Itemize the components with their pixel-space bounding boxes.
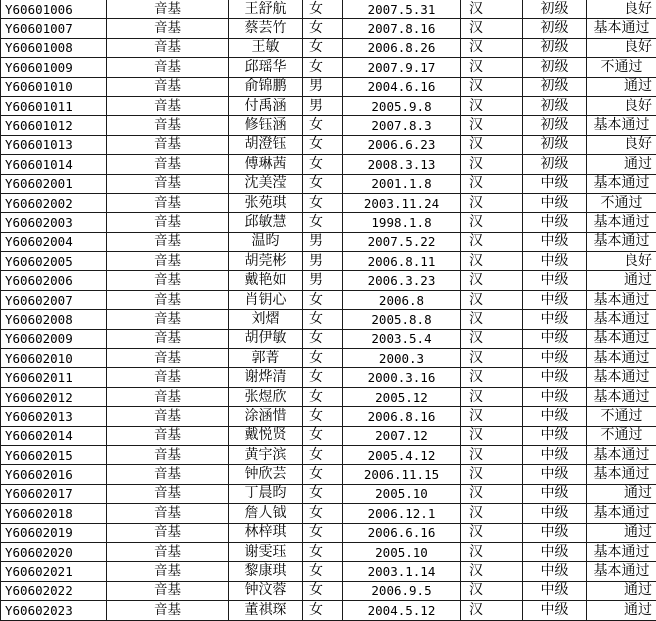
- cell-birth-date: 2007.8.3: [343, 116, 461, 135]
- cell-gender: 女: [303, 601, 343, 620]
- cell-level: 中级: [523, 368, 587, 387]
- table-row: [1, 116, 656, 135]
- cell-level: 中级: [523, 252, 587, 271]
- cell-subject: 音基: [107, 252, 229, 271]
- cell-level: 初级: [523, 77, 587, 96]
- cell-gender: 女: [303, 116, 343, 135]
- cell-gender: 女: [303, 465, 343, 484]
- cell-student-name: 郭菁: [229, 349, 303, 368]
- cell-birth-date: 2006.12.1: [343, 504, 461, 523]
- cell-student-id: Y60602018: [1, 504, 107, 523]
- cell-level: 初级: [523, 135, 587, 154]
- cell-level: 中级: [523, 581, 587, 600]
- cell-result: 良好: [587, 0, 656, 19]
- cell-student-id: Y60602001: [1, 174, 107, 193]
- cell-student-name: 修钰涵: [229, 116, 303, 135]
- cell-student-id: Y60602009: [1, 329, 107, 348]
- table-row: [1, 213, 656, 232]
- cell-gender: 女: [303, 562, 343, 581]
- cell-ethnicity: 汉: [461, 562, 523, 581]
- cell-result: 不通过: [587, 407, 656, 426]
- cell-subject: 音基: [107, 562, 229, 581]
- cell-subject: 音基: [107, 523, 229, 542]
- cell-result: 不通过: [587, 426, 656, 445]
- cell-birth-date: 2007.12: [343, 426, 461, 445]
- cell-level: 中级: [523, 329, 587, 348]
- cell-ethnicity: 汉: [461, 387, 523, 406]
- cell-subject: 音基: [107, 368, 229, 387]
- cell-student-name: 胡莞彬: [229, 252, 303, 271]
- cell-gender: 女: [303, 19, 343, 38]
- cell-subject: 音基: [107, 58, 229, 77]
- cell-level: 中级: [523, 504, 587, 523]
- cell-subject: 音基: [107, 38, 229, 57]
- cell-ethnicity: 汉: [461, 58, 523, 77]
- table-row: [1, 252, 656, 271]
- cell-ethnicity: 汉: [461, 19, 523, 38]
- cell-subject: 音基: [107, 581, 229, 600]
- cell-gender: 男: [303, 271, 343, 290]
- cell-birth-date: 2005.8.8: [343, 310, 461, 329]
- cell-student-id: Y60601010: [1, 77, 107, 96]
- cell-gender: 女: [303, 504, 343, 523]
- table-row: [1, 38, 656, 57]
- cell-birth-date: 2000.3: [343, 349, 461, 368]
- cell-subject: 音基: [107, 232, 229, 251]
- cell-subject: 音基: [107, 504, 229, 523]
- cell-student-id: Y60601009: [1, 58, 107, 77]
- cell-student-name: 谢烨清: [229, 368, 303, 387]
- cell-result: 不通过: [587, 58, 656, 77]
- cell-student-id: Y60602011: [1, 368, 107, 387]
- cell-birth-date: 2003.5.4: [343, 329, 461, 348]
- cell-student-name: 丁晨昀: [229, 484, 303, 503]
- cell-ethnicity: 汉: [461, 465, 523, 484]
- table-row: [1, 96, 656, 115]
- cell-result: 基本通过: [587, 174, 656, 193]
- cell-birth-date: 2005.10: [343, 542, 461, 561]
- cell-gender: 女: [303, 445, 343, 464]
- cell-result: 基本通过: [587, 232, 656, 251]
- cell-student-id: Y60602005: [1, 252, 107, 271]
- cell-birth-date: 2006.8: [343, 290, 461, 309]
- cell-student-id: Y60602013: [1, 407, 107, 426]
- cell-level: 中级: [523, 174, 587, 193]
- cell-subject: 音基: [107, 465, 229, 484]
- cell-level: 中级: [523, 271, 587, 290]
- cell-level: 中级: [523, 387, 587, 406]
- table-row: [1, 426, 656, 445]
- cell-ethnicity: 汉: [461, 329, 523, 348]
- cell-ethnicity: 汉: [461, 155, 523, 174]
- cell-birth-date: 2008.3.13: [343, 155, 461, 174]
- cell-subject: 音基: [107, 19, 229, 38]
- cell-student-id: Y60602007: [1, 290, 107, 309]
- cell-gender: 女: [303, 387, 343, 406]
- cell-gender: 女: [303, 484, 343, 503]
- cell-birth-date: 2006.11.15: [343, 465, 461, 484]
- cell-gender: 女: [303, 310, 343, 329]
- cell-subject: 音基: [107, 310, 229, 329]
- cell-student-id: Y60602017: [1, 484, 107, 503]
- cell-result: 良好: [587, 96, 656, 115]
- cell-ethnicity: 汉: [461, 232, 523, 251]
- cell-student-name: 戴艳如: [229, 271, 303, 290]
- cell-student-name: 王敏: [229, 38, 303, 57]
- cell-birth-date: 2007.5.22: [343, 232, 461, 251]
- cell-level: 初级: [523, 58, 587, 77]
- cell-level: 初级: [523, 116, 587, 135]
- table-row: [1, 58, 656, 77]
- cell-student-name: 邱敏慧: [229, 213, 303, 232]
- cell-ethnicity: 汉: [461, 174, 523, 193]
- cell-student-id: Y60602014: [1, 426, 107, 445]
- cell-subject: 音基: [107, 96, 229, 115]
- cell-student-name: 温昀: [229, 232, 303, 251]
- cell-subject: 音基: [107, 0, 229, 19]
- cell-ethnicity: 汉: [461, 426, 523, 445]
- cell-student-name: 付禹涵: [229, 96, 303, 115]
- cell-student-id: Y60602023: [1, 601, 107, 620]
- table-row: [1, 542, 656, 561]
- cell-result: 基本通过: [587, 213, 656, 232]
- cell-student-name: 肖钥心: [229, 290, 303, 309]
- cell-level: 中级: [523, 213, 587, 232]
- cell-level: 中级: [523, 542, 587, 561]
- cell-student-name: 林梓琪: [229, 523, 303, 542]
- table-row: [1, 329, 656, 348]
- table-row: [1, 174, 656, 193]
- cell-level: 初级: [523, 19, 587, 38]
- cell-gender: 男: [303, 77, 343, 96]
- cell-result: 通过: [587, 484, 656, 503]
- cell-result: 基本通过: [587, 290, 656, 309]
- table-row: [1, 193, 656, 212]
- cell-result: 基本通过: [587, 19, 656, 38]
- cell-level: 中级: [523, 349, 587, 368]
- table-row: [1, 19, 656, 38]
- cell-student-name: 张煜欣: [229, 387, 303, 406]
- cell-level: 中级: [523, 465, 587, 484]
- cell-student-name: 俞锦鹏: [229, 77, 303, 96]
- cell-student-id: Y60601012: [1, 116, 107, 135]
- cell-gender: 女: [303, 155, 343, 174]
- cell-student-name: 邱瑶华: [229, 58, 303, 77]
- cell-result: 基本通过: [587, 542, 656, 561]
- cell-gender: 男: [303, 96, 343, 115]
- cell-subject: 音基: [107, 329, 229, 348]
- cell-student-name: 钟汶蓉: [229, 581, 303, 600]
- cell-ethnicity: 汉: [461, 193, 523, 212]
- cell-subject: 音基: [107, 193, 229, 212]
- cell-result: 良好: [587, 135, 656, 154]
- cell-result: 基本通过: [587, 562, 656, 581]
- cell-student-id: Y60602020: [1, 542, 107, 561]
- table-row: [1, 349, 656, 368]
- cell-gender: 男: [303, 252, 343, 271]
- cell-gender: 女: [303, 58, 343, 77]
- cell-student-name: 刘熠: [229, 310, 303, 329]
- cell-gender: 女: [303, 329, 343, 348]
- cell-student-id: Y60602012: [1, 387, 107, 406]
- cell-ethnicity: 汉: [461, 601, 523, 620]
- cell-birth-date: 2006.6.16: [343, 523, 461, 542]
- cell-student-id: Y60601014: [1, 155, 107, 174]
- cell-birth-date: 2006.9.5: [343, 581, 461, 600]
- cell-level: 初级: [523, 96, 587, 115]
- cell-student-name: 戴悦贤: [229, 426, 303, 445]
- cell-level: 中级: [523, 290, 587, 309]
- cell-gender: 女: [303, 135, 343, 154]
- cell-ethnicity: 汉: [461, 484, 523, 503]
- cell-student-id: Y60602019: [1, 523, 107, 542]
- table-row: [1, 77, 656, 96]
- table-row: [1, 155, 656, 174]
- cell-result: 基本通过: [587, 465, 656, 484]
- cell-gender: 女: [303, 290, 343, 309]
- cell-gender: 女: [303, 368, 343, 387]
- cell-level: 中级: [523, 193, 587, 212]
- cell-student-id: Y60602021: [1, 562, 107, 581]
- cell-level: 中级: [523, 562, 587, 581]
- cell-birth-date: 2007.8.16: [343, 19, 461, 38]
- cell-subject: 音基: [107, 445, 229, 464]
- cell-birth-date: 2003.11.24: [343, 193, 461, 212]
- table-row: [1, 465, 656, 484]
- cell-student-name: 沈美滢: [229, 174, 303, 193]
- cell-student-name: 傅琳茜: [229, 155, 303, 174]
- cell-birth-date: 2000.3.16: [343, 368, 461, 387]
- cell-level: 中级: [523, 484, 587, 503]
- cell-birth-date: 2001.1.8: [343, 174, 461, 193]
- table-body: [1, 0, 656, 620]
- table-row: [1, 387, 656, 406]
- cell-subject: 音基: [107, 213, 229, 232]
- cell-student-id: Y60601011: [1, 96, 107, 115]
- cell-subject: 音基: [107, 484, 229, 503]
- cell-gender: 女: [303, 193, 343, 212]
- cell-subject: 音基: [107, 407, 229, 426]
- cell-birth-date: 2006.3.23: [343, 271, 461, 290]
- table-row: [1, 504, 656, 523]
- cell-ethnicity: 汉: [461, 349, 523, 368]
- cell-subject: 音基: [107, 77, 229, 96]
- cell-level: 中级: [523, 426, 587, 445]
- table-row: [1, 581, 656, 600]
- cell-ethnicity: 汉: [461, 271, 523, 290]
- cell-subject: 音基: [107, 542, 229, 561]
- cell-birth-date: 2006.6.23: [343, 135, 461, 154]
- cell-student-name: 谢雯珏: [229, 542, 303, 561]
- cell-ethnicity: 汉: [461, 96, 523, 115]
- cell-level: 中级: [523, 407, 587, 426]
- cell-subject: 音基: [107, 290, 229, 309]
- cell-level: 初级: [523, 155, 587, 174]
- cell-subject: 音基: [107, 387, 229, 406]
- cell-result: 良好: [587, 38, 656, 57]
- cell-result: 基本通过: [587, 387, 656, 406]
- cell-result: 通过: [587, 77, 656, 96]
- table-row: [1, 523, 656, 542]
- cell-birth-date: 2005.4.12: [343, 445, 461, 464]
- cell-student-name: 黎康琪: [229, 562, 303, 581]
- cell-student-name: 胡伊敏: [229, 329, 303, 348]
- cell-ethnicity: 汉: [461, 135, 523, 154]
- cell-student-name: 胡澄钰: [229, 135, 303, 154]
- cell-student-id: Y60601006: [1, 0, 107, 19]
- cell-student-id: Y60602010: [1, 349, 107, 368]
- cell-subject: 音基: [107, 174, 229, 193]
- cell-birth-date: 2005.12: [343, 387, 461, 406]
- cell-student-id: Y60602004: [1, 232, 107, 251]
- cell-result: 通过: [587, 581, 656, 600]
- cell-birth-date: 2004.6.16: [343, 77, 461, 96]
- cell-level: 中级: [523, 232, 587, 251]
- cell-birth-date: 2006.8.11: [343, 252, 461, 271]
- cell-ethnicity: 汉: [461, 581, 523, 600]
- cell-student-name: 董祺琛: [229, 601, 303, 620]
- cell-subject: 音基: [107, 349, 229, 368]
- cell-student-id: Y60602006: [1, 271, 107, 290]
- table-row: [1, 601, 656, 620]
- cell-result: 基本通过: [587, 349, 656, 368]
- cell-ethnicity: 汉: [461, 77, 523, 96]
- cell-student-id: Y60602022: [1, 581, 107, 600]
- cell-gender: 女: [303, 349, 343, 368]
- cell-ethnicity: 汉: [461, 290, 523, 309]
- cell-level: 中级: [523, 445, 587, 464]
- table-row: [1, 368, 656, 387]
- cell-ethnicity: 汉: [461, 445, 523, 464]
- cell-student-id: Y60602016: [1, 465, 107, 484]
- cell-subject: 音基: [107, 116, 229, 135]
- cell-level: 初级: [523, 0, 587, 19]
- cell-student-name: 王舒航: [229, 0, 303, 19]
- cell-result: 基本通过: [587, 445, 656, 464]
- cell-birth-date: 2003.1.14: [343, 562, 461, 581]
- cell-result: 通过: [587, 155, 656, 174]
- cell-student-name: 涂涵惜: [229, 407, 303, 426]
- cell-birth-date: 2004.5.12: [343, 601, 461, 620]
- table-row: [1, 271, 656, 290]
- cell-subject: 音基: [107, 135, 229, 154]
- cell-level: 中级: [523, 523, 587, 542]
- table-row: [1, 135, 656, 154]
- cell-student-name: 张苑琪: [229, 193, 303, 212]
- cell-result: 通过: [587, 601, 656, 620]
- cell-result: 基本通过: [587, 116, 656, 135]
- cell-ethnicity: 汉: [461, 407, 523, 426]
- cell-ethnicity: 汉: [461, 213, 523, 232]
- cell-ethnicity: 汉: [461, 523, 523, 542]
- cell-gender: 女: [303, 38, 343, 57]
- cell-result: 基本通过: [587, 310, 656, 329]
- cell-student-id: Y60602008: [1, 310, 107, 329]
- cell-student-id: Y60602002: [1, 193, 107, 212]
- cell-result: 良好: [587, 252, 656, 271]
- cell-gender: 女: [303, 426, 343, 445]
- cell-gender: 女: [303, 542, 343, 561]
- cell-ethnicity: 汉: [461, 0, 523, 19]
- cell-gender: 女: [303, 581, 343, 600]
- cell-subject: 音基: [107, 271, 229, 290]
- cell-gender: 女: [303, 213, 343, 232]
- cell-ethnicity: 汉: [461, 252, 523, 271]
- cell-result: 通过: [587, 523, 656, 542]
- cell-gender: 女: [303, 523, 343, 542]
- cell-student-name: 詹人钺: [229, 504, 303, 523]
- cell-birth-date: 1998.1.8: [343, 213, 461, 232]
- cell-birth-date: 2006.8.16: [343, 407, 461, 426]
- cell-birth-date: 2005.10: [343, 484, 461, 503]
- cell-birth-date: 2006.8.26: [343, 38, 461, 57]
- cell-ethnicity: 汉: [461, 116, 523, 135]
- cell-level: 中级: [523, 601, 587, 620]
- cell-birth-date: 2007.5.31: [343, 0, 461, 19]
- table-row: [1, 445, 656, 464]
- cell-ethnicity: 汉: [461, 368, 523, 387]
- table-row: [1, 0, 656, 19]
- cell-gender: 女: [303, 174, 343, 193]
- cell-result: 基本通过: [587, 504, 656, 523]
- table-row: [1, 484, 656, 503]
- table-row: [1, 562, 656, 581]
- cell-ethnicity: 汉: [461, 504, 523, 523]
- cell-subject: 音基: [107, 426, 229, 445]
- cell-student-name: 钟欣芸: [229, 465, 303, 484]
- cell-subject: 音基: [107, 155, 229, 174]
- cell-birth-date: 2005.9.8: [343, 96, 461, 115]
- cell-subject: 音基: [107, 601, 229, 620]
- cell-result: 通过: [587, 271, 656, 290]
- table-row: [1, 407, 656, 426]
- cell-gender: 女: [303, 0, 343, 19]
- cell-result: 不通过: [587, 193, 656, 212]
- cell-student-name: 蔡芸竹: [229, 19, 303, 38]
- cell-student-id: Y60601007: [1, 19, 107, 38]
- cell-result: 基本通过: [587, 368, 656, 387]
- cell-student-name: 黄宇滨: [229, 445, 303, 464]
- cell-student-id: Y60602003: [1, 213, 107, 232]
- cell-student-id: Y60601008: [1, 38, 107, 57]
- cell-ethnicity: 汉: [461, 542, 523, 561]
- cell-level: 中级: [523, 310, 587, 329]
- table-row: [1, 290, 656, 309]
- table-row: [1, 232, 656, 251]
- cell-student-id: Y60602015: [1, 445, 107, 464]
- cell-ethnicity: 汉: [461, 310, 523, 329]
- cell-birth-date: 2007.9.17: [343, 58, 461, 77]
- cell-gender: 女: [303, 407, 343, 426]
- cell-student-id: Y60601013: [1, 135, 107, 154]
- table-row: [1, 310, 656, 329]
- cell-ethnicity: 汉: [461, 38, 523, 57]
- cell-gender: 男: [303, 232, 343, 251]
- cell-result: 基本通过: [587, 329, 656, 348]
- cell-level: 初级: [523, 38, 587, 57]
